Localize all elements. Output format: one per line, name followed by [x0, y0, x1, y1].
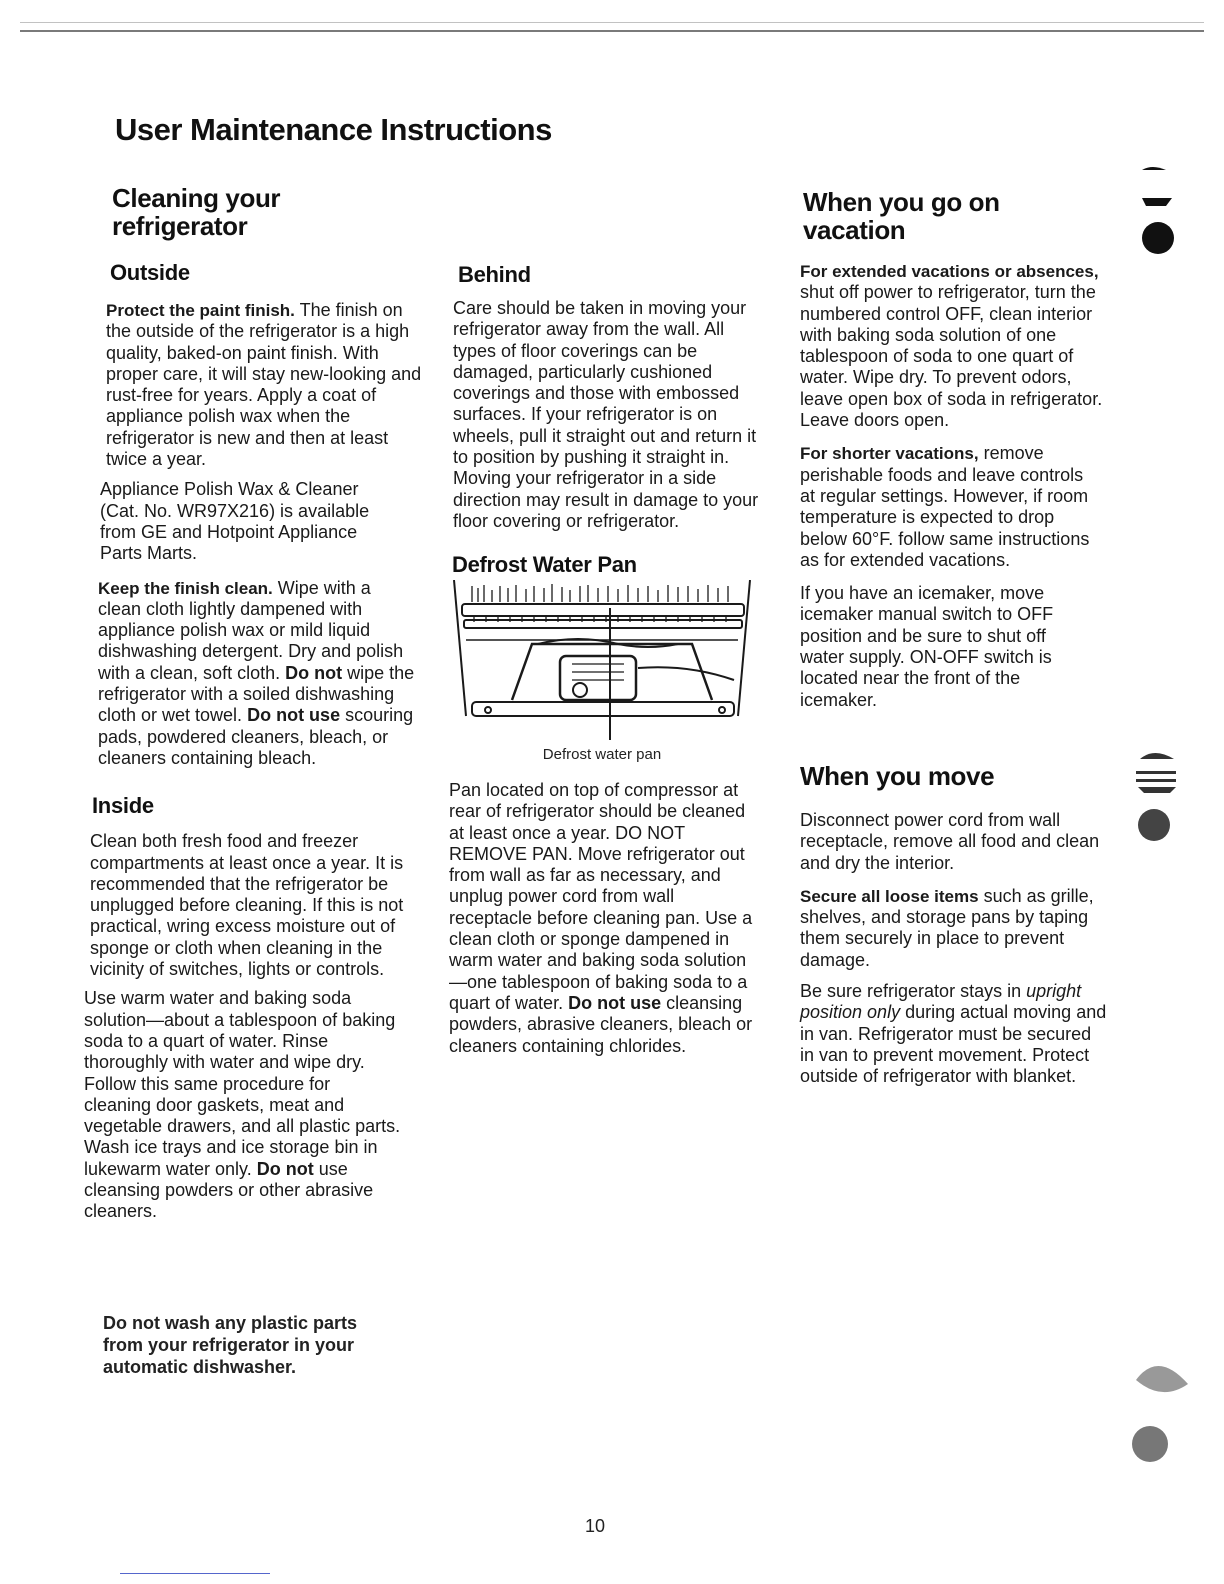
- move-paragraph-2: [800, 886, 1112, 971]
- defrost-p1-text-2: cleansing powders, abrasive cleaners, bleach or cleaners containing chlorides.: [449, 992, 753, 1056]
- scan-bottom-line: [120, 1573, 270, 1574]
- tab-marker-icon: [1120, 745, 1180, 845]
- inside-p2-donot: Do not: [256, 1158, 314, 1179]
- tab-marks-middle: [1120, 745, 1180, 850]
- outside-p3-donot: Do not: [285, 662, 343, 683]
- move-p3-text-1: Be sure refrigerator stays in: [800, 981, 1022, 1002]
- tab-marker-icon: [1120, 1358, 1190, 1468]
- vacation-paragraph-2: [800, 443, 1102, 571]
- defrost-pan-figure: [452, 580, 758, 740]
- outside-p3-donotuse: Do not use: [247, 705, 341, 726]
- cleaning-heading: Cleaning your refrigerator: [112, 183, 281, 241]
- defrost-heading: Defrost Water Pan: [452, 552, 637, 578]
- defrost-pan-illustration: [452, 580, 758, 740]
- defrost-p1-text-1: Pan located on top of compressor at rear of refrigerator should be cleaned at least once a year. DO NOT REMOVE PAN. Move refrigerator out from wall as far as necessary, and unplug power cord from wall receptacle before cleaning pan. Use a clean cloth or sponge dampened in warm water and baking soda solution—one tablespoon of baking soda to a quart of water.: [449, 780, 753, 1013]
- move-heading: When you move: [800, 761, 995, 791]
- vacation-p2-lead: For shorter vacations,: [800, 444, 979, 464]
- inside-heading: Inside: [92, 793, 154, 819]
- outside-p3-text-1: Wipe with a clean cloth lightly dampened with appliance polish wax or mild liquid dishwashing detergent. Dry and polish with a clean, soft cloth.: [98, 577, 404, 683]
- defrost-text-block: [443, 780, 763, 1057]
- inside-paragraph-1: Clean both fresh food and freezer compartments at least once a year. It is recommended that the refrigerator be unplugged before cleaning. If this is not practical, wring excess moisture out of sponge or cloth when cleaning in the vicinity of switches, lights or controls.: [90, 831, 404, 980]
- page-title: User Maintenance Instructions: [115, 112, 552, 147]
- move-p2-lead: Secure all loose items: [800, 886, 979, 906]
- column-move: [798, 762, 1118, 1088]
- vacation-p1-lead: For extended vacations or absences,: [800, 262, 1099, 281]
- outside-paragraph-3: [98, 578, 418, 770]
- outside-paragraph-1: [106, 300, 426, 470]
- vacation-paragraph-1: [800, 261, 1105, 431]
- vacation-paragraph-3: If you have an icemaker, move icemaker manual switch to OFF position and be sure to shut off water supply. ON-OFF switch is located near the front of the icemaker.: [800, 583, 1054, 710]
- outside-p3-text-3: scouring pads, powdered cleaners, bleach, or cleaners containing bleach.: [98, 705, 414, 768]
- tab-marks-top: [1120, 160, 1180, 265]
- dishwasher-notice: [103, 1312, 393, 1378]
- vacation-p2-text: remove perishable foods and leave controls at regular settings. However, if room temperature is expected to drop below 60°F. follow same instructions as for extended vacations.: [800, 443, 1090, 570]
- inside-p2-text-1: Use warm water and baking soda solution—about a tablespoon of baking soda to a quart of water. Rinse thoroughly with water and wipe dry. Follow this same procedure for cleaning door gaskets, meat and vegetable drawers, and all plastic parts. Wash ice trays and ice storage bin in lukewarm water only.: [84, 988, 401, 1179]
- page-number: 10: [584, 1516, 606, 1536]
- scan-top-rule: [20, 30, 1204, 32]
- outside-paragraph-2: Appliance Polish Wax & Cleaner (Cat. No. WR97X216) is available from GE and Hotpoint Appliance Parts Marts.: [100, 479, 370, 564]
- figure-caption: Defrost water pan: [542, 746, 662, 763]
- outside-heading: Outside: [110, 260, 190, 285]
- column-behind: [442, 262, 764, 578]
- move-paragraph-3: [800, 981, 1110, 1087]
- column-cleaning: [78, 184, 423, 1223]
- defrost-p1-donotuse: Do not use: [568, 992, 662, 1013]
- vacation-p1-text: shut off power to refrigerator, turn the numbered control OFF, clean interior with baking soda solution of one tablespoon of soda to one quart of water. Wipe dry. To prevent odors, leave open box of soda in refrigerator. Leave doors open.: [800, 282, 1103, 431]
- outside-p3-lead: Keep the finish clean.: [98, 578, 273, 598]
- dishwasher-notice-text: Do not wash any plastic parts from your refrigerator in your automatic dishwasher.: [103, 1313, 358, 1377]
- move-p3-text-2: during actual moving and in van. Refrigerator must be secured in van to prevent movement. Protect outside of refrigerator with blanket.: [800, 1002, 1107, 1087]
- move-p2-text: such as grille, shelves, and storage pans by taping them securely in place to prevent damage.: [800, 885, 1094, 970]
- vacation-heading: When you go on vacation: [803, 187, 1000, 245]
- defrost-paragraph: [449, 780, 761, 1057]
- tab-marker-icon: [1120, 160, 1180, 260]
- inside-p2-text-2: use cleansing powders or other abrasive cleaners.: [84, 1158, 374, 1222]
- behind-paragraph: Care should be taken in moving your refrigerator away from the wall. All types of floor coverings can be damaged, particularly cushioned coverings and those with embossed surfaces. If your refrigerator is on wheels, pull it straight out and return it to position by pushing it straight in. Moving your refrigerator in a side direction may result in damage to your floor covering or refrigerator.: [453, 298, 759, 531]
- outside-p3-text-2: wipe the refrigerator with a soiled dishwashing cloth or wet towel.: [98, 662, 415, 726]
- column-vacation: [798, 188, 1118, 711]
- move-paragraph-1: Disconnect power cord from wall receptacle, remove all food and clean and dry the interior.: [800, 810, 1100, 873]
- scan-top-line: [20, 22, 1204, 23]
- inside-paragraph-2: [84, 988, 402, 1222]
- outside-p1-text: The finish on the outside of the refrigerator is a high quality, baked-on paint finish. With proper care, it will stay new-looking and rust-free for years. Apply a coat of appliance polish wax when the refrigerator is new and then at least twice a year.: [106, 300, 422, 470]
- tab-marks-bottom: [1120, 1358, 1190, 1473]
- move-p3-emphasis: upright position only: [800, 981, 1082, 1023]
- behind-heading: Behind: [458, 262, 531, 287]
- outside-p1-lead: Protect the paint finish.: [106, 301, 295, 320]
